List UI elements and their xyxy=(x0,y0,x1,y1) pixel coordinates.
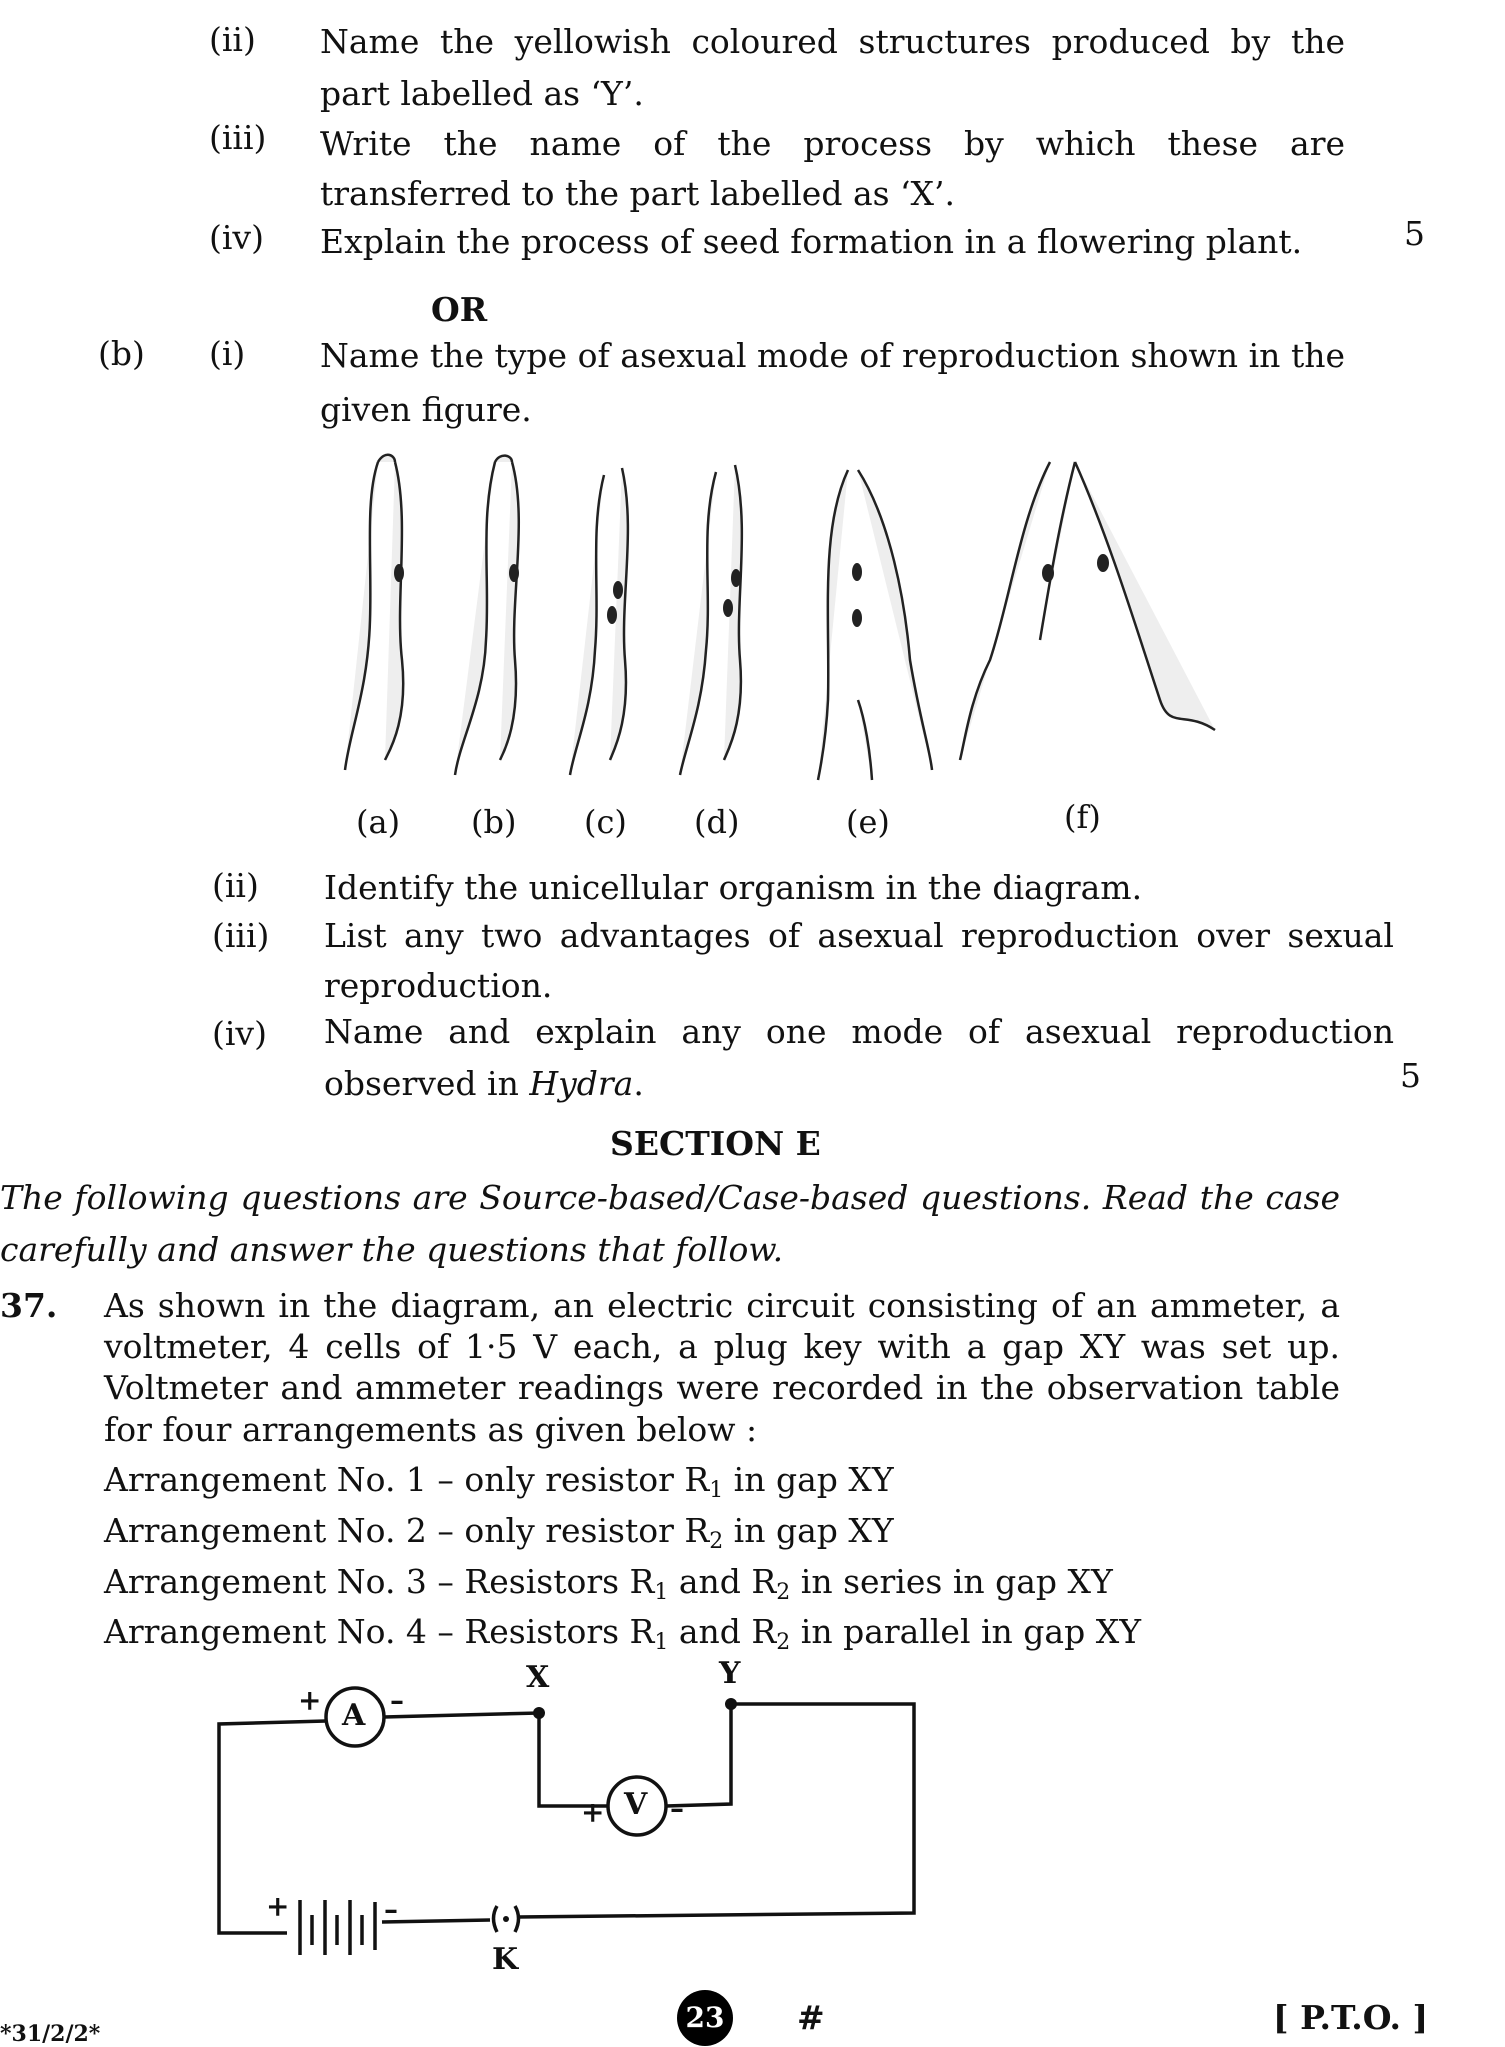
question-text: Identify the unicellular organism in the diagram. xyxy=(324,868,1143,907)
ammeter-label: A xyxy=(342,1698,366,1733)
item-number: (ii) xyxy=(209,20,256,59)
subscript: 2 xyxy=(776,1630,791,1655)
figure-label-e: (e) xyxy=(846,803,890,841)
figure-label-f: (f) xyxy=(1064,798,1101,836)
item-number: (iv) xyxy=(212,1014,267,1053)
figure-label-b: (b) xyxy=(471,803,517,841)
item-number: (i) xyxy=(209,334,246,373)
paper-code: *31/2/2* xyxy=(0,2021,101,2047)
item-number: (iii) xyxy=(209,118,267,157)
voltmeter-label: V xyxy=(624,1787,648,1822)
battery-plus: + xyxy=(266,1890,290,1923)
point-x xyxy=(533,1707,545,1719)
figure-label-c: (c) xyxy=(584,803,627,841)
question-text: part labelled as ‘Y’. xyxy=(320,74,644,113)
text: Arrangement No. 2 – only resistor R xyxy=(104,1511,710,1550)
part-label: (b) xyxy=(98,334,145,373)
marks: 5 xyxy=(1400,1056,1421,1095)
question-text: reproduction. xyxy=(324,966,553,1005)
wire-battery-key xyxy=(382,1920,490,1922)
figure-label-d: (d) xyxy=(694,803,740,841)
voltmeter-minus: – xyxy=(670,1792,684,1825)
question-number: 37. xyxy=(0,1286,58,1325)
italic-term: Hydra xyxy=(529,1064,634,1103)
item-number: (iv) xyxy=(209,218,264,257)
question-text: Name and explain any one mode of asexual reproduction xyxy=(324,1012,1394,1051)
text: Arrangement No. 3 – Resistors R xyxy=(104,1562,655,1601)
question-text: As shown in the diagram, an electric circuit consisting of an ammeter, a xyxy=(104,1286,1340,1325)
voltmeter-plus: + xyxy=(581,1796,605,1829)
point-y xyxy=(725,1698,737,1710)
text: Arrangement No. 1 – only resistor R xyxy=(104,1460,710,1499)
item-number: (ii) xyxy=(212,866,259,905)
text: in gap XY xyxy=(723,1511,894,1550)
ammeter-minus: – xyxy=(390,1684,404,1717)
battery-minus: – xyxy=(384,1893,398,1926)
question-text: List any two advantages of asexual reproduction over sexual xyxy=(324,916,1394,955)
text: . xyxy=(633,1064,644,1103)
question-text: Explain the process of seed formation in a flowering plant. xyxy=(320,222,1303,261)
text: observed in xyxy=(324,1064,519,1103)
battery-icon xyxy=(300,1900,375,1955)
question-text: Name the yellowish coloured structures produced by the xyxy=(320,22,1345,61)
question-text: transferred to the part labelled as ‘X’. xyxy=(320,174,956,213)
question-text: voltmeter, 4 cells of 1·5 V each, a plug key with a gap XY was set up. xyxy=(104,1327,1340,1366)
subscript: 1 xyxy=(654,1580,669,1605)
pto-label: [ P.T.O. ] xyxy=(1273,1998,1429,2037)
question-text: Write the name of the process by which these are xyxy=(320,124,1345,163)
wire-x xyxy=(384,1713,608,1806)
section-title: SECTION E xyxy=(610,1124,821,1163)
point-x-label: X xyxy=(526,1660,550,1695)
wire-right xyxy=(518,1704,914,1917)
subscript: 2 xyxy=(776,1580,791,1605)
ammeter-plus: + xyxy=(298,1684,322,1717)
question-text: Name the type of asexual mode of reproduction shown in the xyxy=(320,336,1345,375)
figure-label-a: (a) xyxy=(356,803,401,841)
key-label: K xyxy=(492,1942,519,1977)
text: in parallel in gap XY xyxy=(790,1612,1141,1651)
or-label: OR xyxy=(431,290,488,329)
question-text: for four arrangements as given below : xyxy=(104,1410,758,1449)
text: and R xyxy=(668,1612,777,1651)
subscript: 1 xyxy=(709,1478,724,1503)
subscript: 2 xyxy=(709,1529,724,1554)
question-text: Voltmeter and ammeter readings were recorded in the observation table xyxy=(104,1368,1340,1407)
text: Arrangement No. 4 – Resistors R xyxy=(104,1612,655,1651)
page-number: 23 xyxy=(677,1990,733,2046)
hash-mark: # xyxy=(797,1998,825,2037)
text: and R xyxy=(668,1562,777,1601)
marks: 5 xyxy=(1404,214,1425,253)
text: in gap XY xyxy=(723,1460,894,1499)
question-text: given figure. xyxy=(320,390,532,429)
section-intro: The following questions are Source-based/Case-based questions. Read the case xyxy=(0,1178,1340,1217)
item-number: (iii) xyxy=(212,916,270,955)
section-intro: carefully and answer the questions that follow. xyxy=(0,1230,784,1269)
subscript: 1 xyxy=(654,1630,669,1655)
point-y-label: Y xyxy=(719,1656,741,1691)
text: in series in gap XY xyxy=(790,1562,1113,1601)
